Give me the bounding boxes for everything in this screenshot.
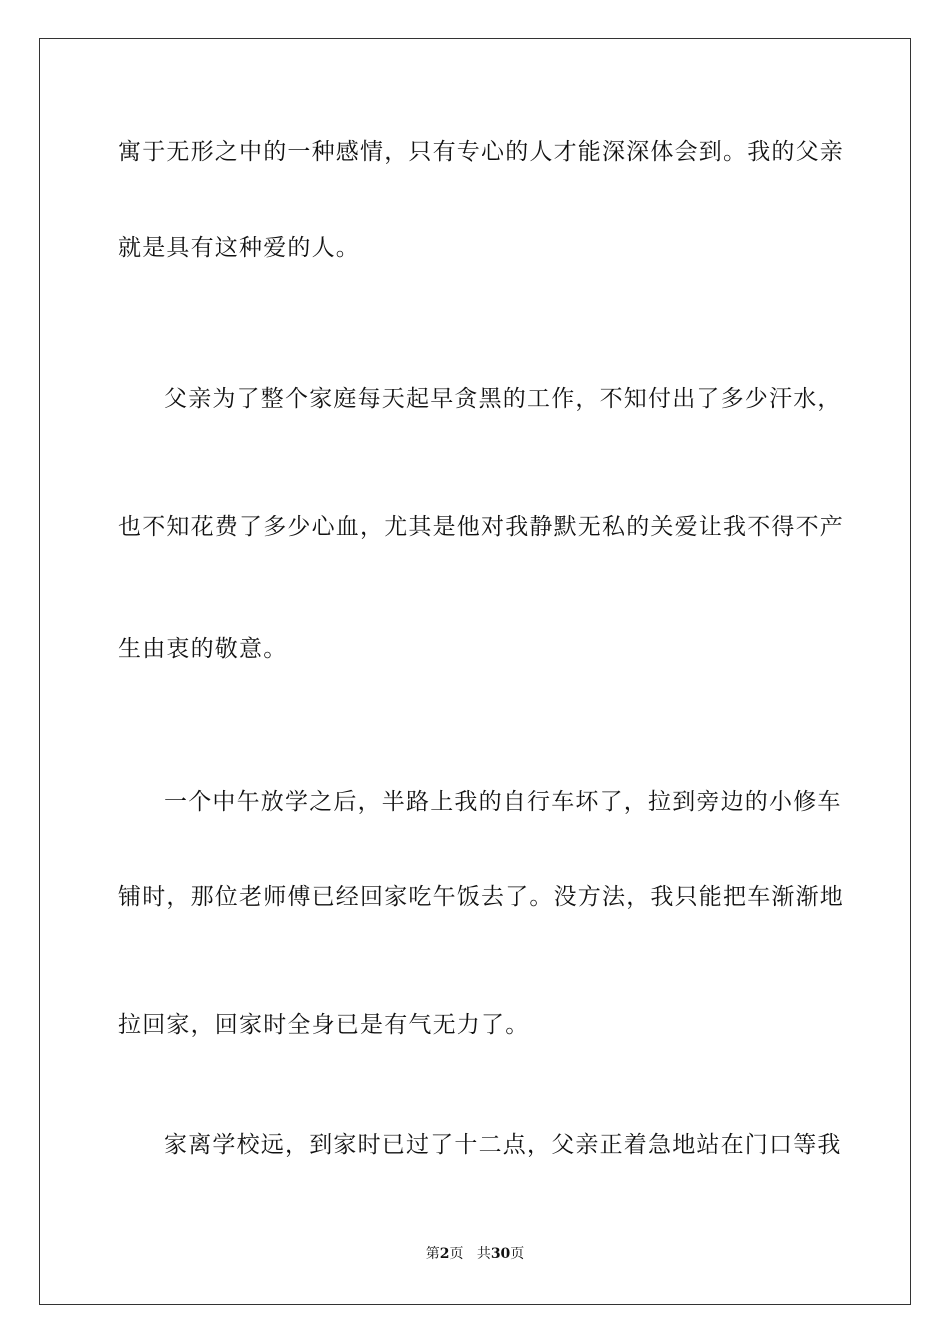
body-line-5: 生由衷的敬意。 bbox=[118, 636, 288, 662]
footer-page-suffix: 页 bbox=[449, 1246, 464, 1262]
footer-page-number: 2 bbox=[439, 1246, 450, 1262]
body-line-4: 也不知花费了多少心血，尤其是他对我静默无私的关爱让我不得不产 bbox=[118, 514, 844, 540]
page-footer bbox=[0, 1244, 950, 1264]
body-line-2: 就是具有这种爱的人。 bbox=[118, 235, 360, 261]
page-border bbox=[39, 38, 911, 1305]
body-line-6: 一个中午放学之后，半路上我的自行车坏了，拉到旁边的小修车 bbox=[164, 789, 842, 815]
body-line-9: 家离学校远，到家时已过了十二点，父亲正着急地站在门口等我 bbox=[164, 1132, 842, 1158]
body-line-7: 铺时，那位老师傅已经回家吃午饭去了。没方法，我只能把车渐渐地 bbox=[118, 884, 844, 910]
footer-total-prefix: 共 bbox=[476, 1246, 491, 1262]
footer-total-pages: 30 bbox=[490, 1246, 511, 1262]
footer-total-suffix: 页 bbox=[510, 1246, 525, 1262]
body-line-1: 寓于无形之中的一种感情，只有专心的人才能深深体会到。我的父亲 bbox=[118, 139, 844, 165]
body-line-8: 拉回家，回家时全身已是有气无力了。 bbox=[118, 1012, 530, 1038]
footer-page-prefix: 第 bbox=[425, 1246, 440, 1262]
body-line-3: 父亲为了整个家庭每天起早贪黑的工作，不知付出了多少汗水， bbox=[164, 386, 842, 412]
